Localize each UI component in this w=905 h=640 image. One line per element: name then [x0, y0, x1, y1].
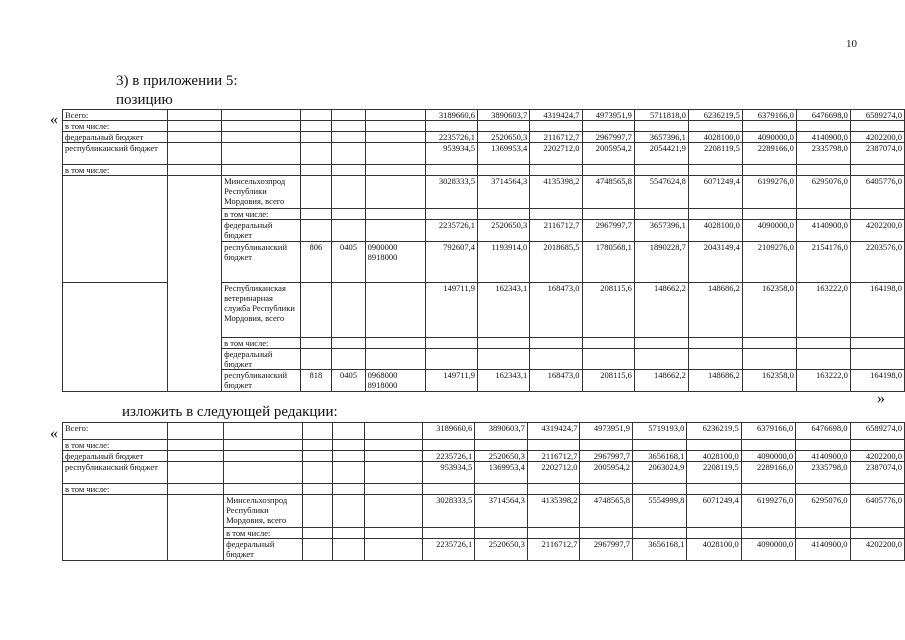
- cell-value: 2967997,7: [582, 132, 634, 143]
- cell-value: 3657396,1: [634, 220, 688, 242]
- cell-value: 2116712,7: [527, 539, 580, 561]
- table-row: [63, 121, 905, 132]
- heading-line-1: 3) в приложении 5:: [116, 73, 238, 89]
- cell-value: 2154176,0: [796, 242, 850, 283]
- row-label: федеральный бюджет: [222, 220, 300, 242]
- cell-value: 4028100,0: [687, 539, 741, 561]
- cell-value: 6589274,0: [850, 423, 904, 440]
- target-code: 0968000 8918000: [365, 370, 425, 392]
- cell-value: 149711,9: [425, 283, 477, 338]
- cell-value: 162358,0: [742, 370, 796, 392]
- cell-value: 4319424,7: [527, 423, 580, 440]
- cell-value: 2235726,1: [425, 220, 477, 242]
- cell-value: 2520650,3: [477, 220, 529, 242]
- cell-value: 3656168,1: [633, 539, 687, 561]
- cell-value: 4202200,0: [850, 451, 904, 462]
- cell-value: 2202712,0: [530, 143, 582, 165]
- cell-value: 2116712,7: [527, 451, 580, 462]
- table-row: [63, 462, 905, 484]
- cell-value: 2005954,2: [580, 462, 633, 484]
- cell-value: 3028333,5: [422, 495, 475, 528]
- row-label: федеральный бюджет: [222, 349, 300, 370]
- cell-value: 2109276,0: [742, 242, 796, 283]
- cell-value: 4028100,0: [688, 220, 742, 242]
- cell-value: 4140900,0: [796, 132, 850, 143]
- row-label: в том числе:: [224, 528, 302, 539]
- cell-value: 162358,0: [742, 283, 796, 338]
- cell-value: 3189660,6: [425, 110, 477, 121]
- cell-value: 4140900,0: [796, 539, 850, 561]
- cell-value: 148686,2: [688, 370, 742, 392]
- open-quote-2: «: [50, 425, 58, 442]
- row-label: Минсельхозпрод Республики Мордовия, всего: [224, 495, 302, 528]
- cell-value: 5711818,0: [634, 110, 688, 121]
- cell-value: 3189660,6: [422, 423, 475, 440]
- cell-value: 2335798,0: [796, 462, 850, 484]
- cell-value: 6476698,0: [796, 110, 850, 121]
- cell-value: 792607,4: [425, 242, 477, 283]
- cell-value: 2235726,1: [425, 132, 477, 143]
- cell-value: 163222,0: [796, 370, 850, 392]
- target-code: 0900000 8918000: [365, 242, 425, 283]
- cell-value: 208115,6: [582, 370, 634, 392]
- row-label: федеральный бюджет: [63, 132, 168, 143]
- cell-value: 2289166,0: [741, 462, 795, 484]
- row-label: Всего:: [63, 110, 168, 121]
- cell-value: 5554999,8: [633, 495, 687, 528]
- open-quote-1: «: [50, 111, 58, 128]
- cell-value: 6405776,0: [850, 495, 904, 528]
- cell-value: 2967997,7: [582, 220, 634, 242]
- cell-value: 6071249,4: [687, 495, 741, 528]
- cell-value: 6071249,4: [688, 176, 742, 209]
- cell-value: 4202200,0: [850, 132, 904, 143]
- cell-value: 2208119,5: [687, 462, 741, 484]
- cell-value: 168473,0: [530, 283, 582, 338]
- cell-value: 2967997,7: [580, 451, 633, 462]
- table-row: [63, 451, 905, 462]
- cell-value: 953934,5: [425, 143, 477, 165]
- cell-value: 4090000,0: [741, 539, 795, 561]
- cell-value: 148662,2: [634, 370, 688, 392]
- row-label: в том числе:: [63, 121, 168, 132]
- grbs-code: 806: [300, 242, 332, 283]
- cell-value: 2289166,0: [742, 143, 796, 165]
- cell-value: 2116712,7: [530, 132, 582, 143]
- row-label: в том числе:: [63, 165, 168, 176]
- cell-value: 208115,6: [582, 283, 634, 338]
- cell-value: 3028333,5: [425, 176, 477, 209]
- cell-value: 4090000,0: [742, 220, 796, 242]
- cell-value: 2335798,0: [796, 143, 850, 165]
- cell-value: 2387074,0: [850, 143, 904, 165]
- cell-value: 3714564,3: [477, 176, 529, 209]
- cell-value: 2054421,9: [634, 143, 688, 165]
- cell-value: 2520650,3: [475, 451, 528, 462]
- cell-value: 164198,0: [850, 370, 904, 392]
- cell-value: 5719193,0: [633, 423, 687, 440]
- cell-value: 168473,0: [530, 370, 582, 392]
- row-label: республиканский бюджет: [63, 143, 168, 165]
- row-label: Республиканская ветеринарная служба Республики Мордовия, всего: [222, 283, 300, 338]
- table-row: [63, 484, 905, 495]
- cell-value: 4973951,9: [580, 423, 633, 440]
- grbs-code: 818: [300, 370, 332, 392]
- row-label: республиканский бюджет: [222, 242, 300, 283]
- cell-value: 162343,1: [477, 283, 529, 338]
- row-label: федеральный бюджет: [224, 539, 302, 561]
- cell-value: 2520650,3: [477, 132, 529, 143]
- cell-value: 3657396,1: [634, 132, 688, 143]
- cell-value: 2235726,1: [422, 539, 475, 561]
- table-row: [63, 440, 905, 451]
- row-label: в том числе:: [63, 440, 168, 451]
- cell-value: 2967997,7: [580, 539, 633, 561]
- cell-value: 4202200,0: [850, 539, 904, 561]
- cell-value: 3890603,7: [475, 423, 528, 440]
- cell-value: 4202200,0: [850, 220, 904, 242]
- cell-value: 2116712,7: [530, 220, 582, 242]
- cell-value: 4319424,7: [530, 110, 582, 121]
- table-row: [63, 423, 905, 440]
- cell-value: 4748565,8: [582, 176, 634, 209]
- subheading: изложить в следующей редакции:: [122, 404, 338, 420]
- heading-line-2: позицию: [116, 92, 173, 108]
- cell-value: 2063024,9: [633, 462, 687, 484]
- cell-value: 4135398,2: [527, 495, 580, 528]
- cell-value: 4090000,0: [742, 132, 796, 143]
- row-label: в том числе:: [63, 484, 168, 495]
- cell-value: 2202712,0: [527, 462, 580, 484]
- row-label: в том числе:: [222, 338, 300, 349]
- cell-value: 953934,5: [422, 462, 475, 484]
- cell-value: 6295076,0: [796, 176, 850, 209]
- table-row: [63, 143, 905, 165]
- table-row: [63, 495, 905, 528]
- cell-value: 1890228,7: [634, 242, 688, 283]
- cell-value: 164198,0: [850, 283, 904, 338]
- cell-value: 2203576,0: [850, 242, 904, 283]
- cell-value: 6379166,0: [741, 423, 795, 440]
- cell-value: 6199276,0: [742, 176, 796, 209]
- cell-value: 1369953,4: [475, 462, 528, 484]
- cell-value: 2387074,0: [850, 462, 904, 484]
- cell-value: 6236219,5: [687, 423, 741, 440]
- cell-value: 2208119,5: [688, 143, 742, 165]
- cell-value: 1193914,0: [477, 242, 529, 283]
- budget-table-old: [62, 109, 905, 392]
- section-heading: [116, 72, 238, 110]
- cell-value: 148686,2: [688, 283, 742, 338]
- cell-value: 3656168,1: [633, 451, 687, 462]
- cell-value: 4028100,0: [687, 451, 741, 462]
- cell-value: 1780568,1: [582, 242, 634, 283]
- cell-value: 4028100,0: [688, 132, 742, 143]
- cell-value: 163222,0: [796, 283, 850, 338]
- row-label: федеральный бюджет: [63, 451, 168, 462]
- table-row: [63, 132, 905, 143]
- cell-value: 4140900,0: [796, 451, 850, 462]
- close-quote-1: »: [877, 390, 885, 407]
- row-label: Всего:: [63, 423, 168, 440]
- row-label: Минсельхозпрод Республики Мордовия, всего: [222, 176, 300, 209]
- cell-value: 4090000,0: [741, 451, 795, 462]
- cell-value: 149711,9: [425, 370, 477, 392]
- cell-value: 1369953,4: [477, 143, 529, 165]
- table-row: [63, 110, 905, 121]
- cell-value: 4135398,2: [530, 176, 582, 209]
- cell-value: 148662,2: [634, 283, 688, 338]
- cell-value: 6405776,0: [850, 176, 904, 209]
- cell-value: 3890603,7: [477, 110, 529, 121]
- row-label: республиканский бюджет: [63, 462, 168, 484]
- cell-value: 4748565,8: [580, 495, 633, 528]
- cell-value: 6236219,5: [688, 110, 742, 121]
- cell-value: 4140900,0: [796, 220, 850, 242]
- section-code: 0405: [332, 242, 365, 283]
- page-number: 10: [846, 38, 857, 50]
- cell-value: 2005954,2: [582, 143, 634, 165]
- cell-value: 6589274,0: [850, 110, 904, 121]
- cell-value: 2018685,5: [530, 242, 582, 283]
- cell-value: 6379166,0: [742, 110, 796, 121]
- cell-value: 5547624,8: [634, 176, 688, 209]
- budget-table-new: [62, 422, 905, 561]
- cell-value: 162343,1: [477, 370, 529, 392]
- cell-value: 2520650,3: [475, 539, 528, 561]
- table-row: [63, 176, 905, 209]
- row-label: в том числе:: [222, 209, 300, 220]
- cell-value: 6199276,0: [741, 495, 795, 528]
- cell-value: 2043149,4: [688, 242, 742, 283]
- cell-value: 6295076,0: [796, 495, 850, 528]
- cell-value: 2235726,1: [422, 451, 475, 462]
- cell-value: 4973951,9: [582, 110, 634, 121]
- row-label: республиканский бюджет: [222, 370, 300, 392]
- section-code: 0405: [332, 370, 365, 392]
- cell-value: 6476698,0: [796, 423, 850, 440]
- table-row: [63, 165, 905, 176]
- cell-value: 3714564,3: [475, 495, 528, 528]
